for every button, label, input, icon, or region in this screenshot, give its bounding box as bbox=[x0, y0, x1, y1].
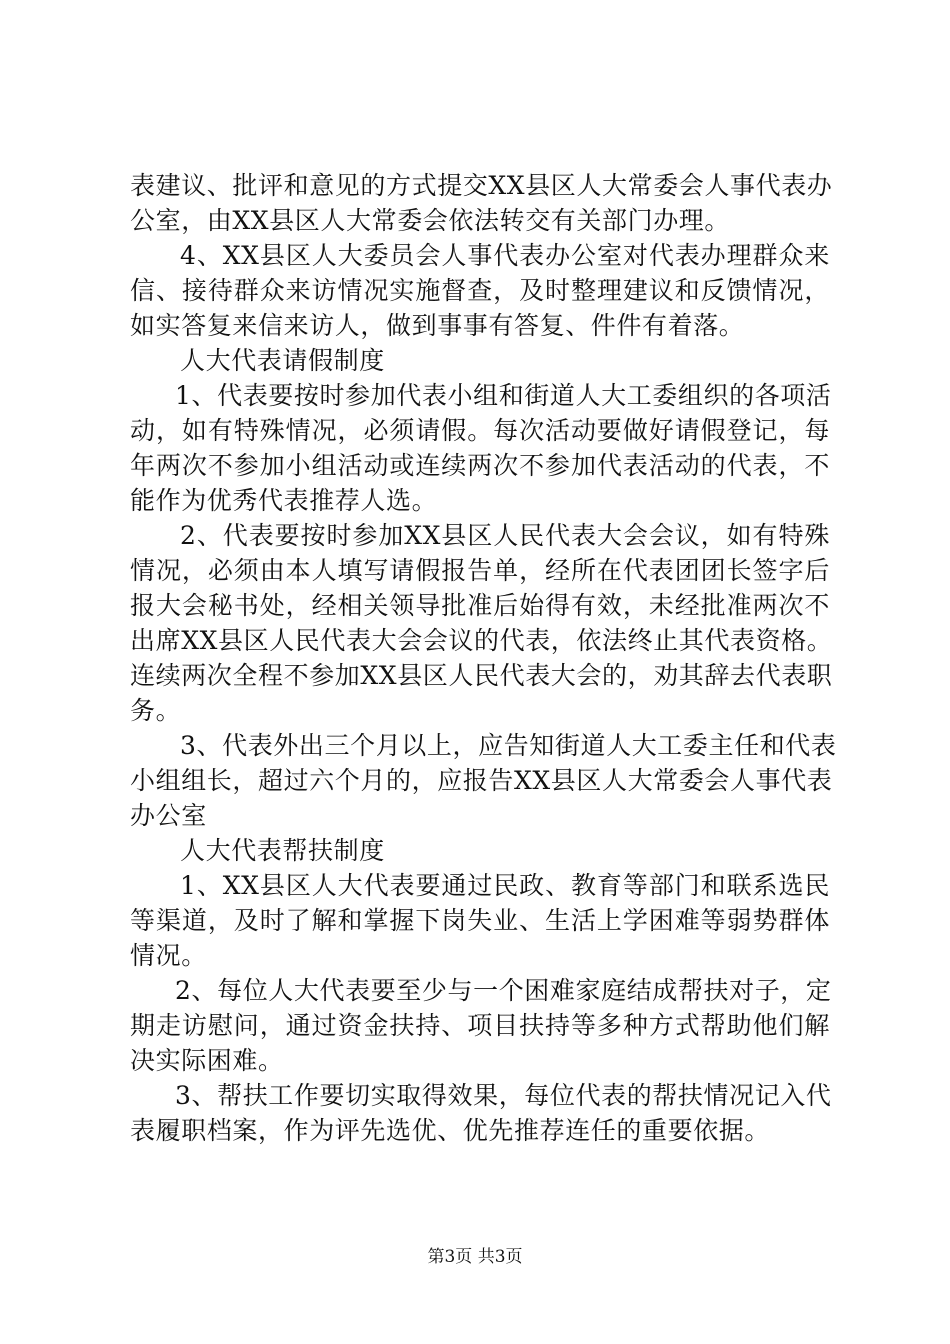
text-line: 公室，由XX县区人大常委会依法转交有关部门办理。 bbox=[130, 206, 730, 235]
paragraph-start-line: 4、XX县区人大委员会人事代表办公室对代表办理群众来 bbox=[180, 241, 830, 270]
paragraph-start-line: 3、帮扶工作要切实取得效果，每位代表的帮扶情况记入代 bbox=[175, 1081, 832, 1110]
paragraph-start-line: 3、代表外出三个月以上，应告知街道人大工委主任和代表 bbox=[180, 731, 837, 760]
text-line: 表履职档案，作为评先选优、优先推荐连任的重要依据。 bbox=[130, 1116, 771, 1145]
text-line: 连续两次全程不参加XX县区人民代表大会的，劝其辞去代表职 bbox=[130, 661, 833, 690]
text-line: 决实际困难。 bbox=[130, 1046, 284, 1075]
section-heading-leave: 人大代表请假制度 bbox=[180, 346, 385, 375]
paragraph-start-line: 2、每位人大代表要至少与一个困难家庭结成帮扶对子，定 bbox=[175, 976, 832, 1005]
text-line: 报大会秘书处，经相关领导批准后始得有效，未经批准两次不 bbox=[130, 591, 830, 620]
paragraph-start-line: 1、代表要按时参加代表小组和街道人大工委组织的各项活 bbox=[175, 381, 832, 410]
text-line: 能作为优秀代表推荐人选。 bbox=[130, 486, 438, 515]
paragraph-start-line: 2、代表要按时参加XX县区人民代表大会会议，如有特殊 bbox=[180, 521, 830, 550]
document-body bbox=[130, 168, 837, 1148]
text-line: 办公室 bbox=[130, 801, 207, 830]
text-line: 出席XX县区人民代表大会会议的代表，依法终止其代表资格。 bbox=[130, 626, 833, 655]
text-line: 动，如有特殊情况，必须请假。每次活动要做好请假登记，每 bbox=[130, 416, 830, 445]
paragraph-start-line: 1、XX县区人大代表要通过民政、教育等部门和联系选民 bbox=[180, 871, 830, 900]
text-line: 情况。 bbox=[130, 941, 207, 970]
text-line: 信、接待群众来访情况实施督查，及时整理建议和反馈情况， bbox=[130, 276, 830, 305]
text-line: 年两次不参加小组活动或连续两次不参加代表活动的代表，不 bbox=[130, 451, 830, 480]
text-line: 如实答复来信来访人，做到事事有答复、件件有着落。 bbox=[130, 311, 745, 340]
text-line: 小组组长，超过六个月的，应报告XX县区人大常委会人事代表 bbox=[130, 766, 833, 795]
text-line: 期走访慰问，通过资金扶持、项目扶持等多种方式帮助他们解 bbox=[130, 1011, 830, 1040]
page-number-footer: 第3页 共3页 bbox=[427, 1247, 523, 1267]
text-line: 等渠道，及时了解和掌握下岗失业、生活上学困难等弱势群体 bbox=[130, 906, 830, 935]
text-line: 情况，必须由本人填写请假报告单，经所在代表团团长签字后 bbox=[130, 556, 830, 585]
section-heading-assistance: 人大代表帮扶制度 bbox=[180, 836, 385, 865]
text-line: 务。 bbox=[130, 696, 182, 725]
text-line: 表建议、批评和意见的方式提交XX县区人大常委会人事代表办 bbox=[130, 171, 833, 200]
